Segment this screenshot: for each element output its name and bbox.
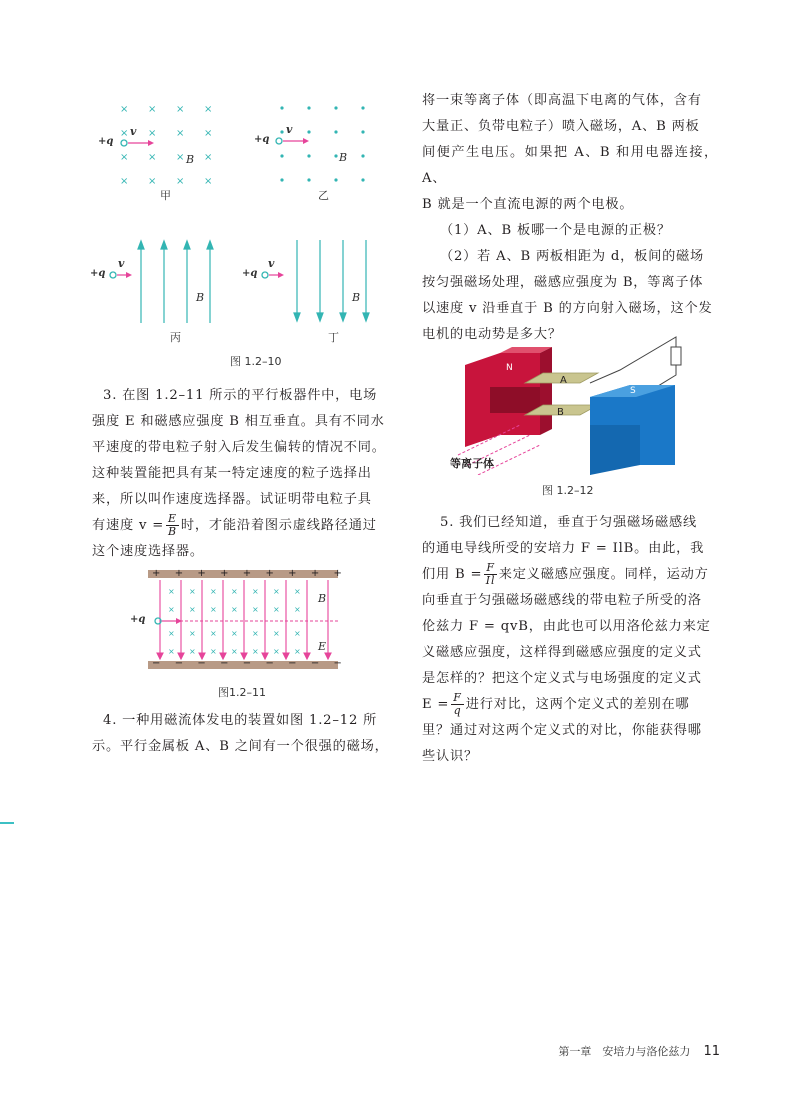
panel-ding-charge-label: +q bbox=[242, 268, 258, 279]
svg-text:×: × bbox=[210, 605, 217, 614]
q5-line-formula bbox=[422, 692, 718, 718]
q3-fraction-denominator: B bbox=[168, 525, 177, 538]
svg-text:×: × bbox=[294, 629, 301, 638]
question-3 bbox=[92, 383, 392, 565]
q5-fraction-1 bbox=[484, 562, 496, 587]
plus-sign: + bbox=[333, 568, 342, 579]
svg-text:×: × bbox=[204, 176, 213, 187]
panel-jia-velocity-label: v bbox=[130, 125, 137, 138]
svg-text:×: × bbox=[210, 647, 217, 656]
svg-text:×: × bbox=[273, 605, 280, 614]
q5-fraction-2 bbox=[451, 692, 463, 717]
q5-line-formula bbox=[422, 562, 718, 588]
plate-a-label: A bbox=[560, 375, 567, 386]
q4-line: 大量正、负带电粒子）喷入磁场，A、B 两板 bbox=[422, 119, 700, 134]
svg-text:×: × bbox=[252, 605, 259, 614]
q4-line: 间便产生电压。如果把 A、B 和用电器连接，A、 bbox=[422, 145, 718, 186]
svg-text:×: × bbox=[148, 152, 157, 163]
svg-text:×: × bbox=[120, 128, 129, 139]
svg-text:×: × bbox=[204, 104, 213, 115]
figure-1-2-11 bbox=[130, 570, 360, 705]
svg-text:×: × bbox=[252, 629, 259, 638]
page-footer bbox=[520, 1040, 720, 1059]
figure-1-2-10 bbox=[90, 95, 390, 370]
q3-line: 这个速度选择器。 bbox=[92, 544, 204, 559]
q4-sub-1: （1）A、B 板哪一个是电源的正极？ bbox=[440, 223, 671, 238]
q3-formula-suffix: 时，才能沿着图示虚线路径通过 bbox=[180, 518, 377, 533]
svg-text:×: × bbox=[148, 128, 157, 139]
panel-jia-field-label: B bbox=[186, 153, 195, 166]
fig11-b-label: B bbox=[318, 592, 327, 605]
svg-text:×: × bbox=[168, 605, 175, 614]
svg-text:×: × bbox=[176, 128, 185, 139]
svg-text:×: × bbox=[189, 587, 196, 596]
question-4-continued bbox=[422, 88, 718, 348]
q5-formula-2-suffix: 进行对比，这两个定义式的差别在哪 bbox=[465, 697, 690, 712]
svg-text:×: × bbox=[120, 104, 129, 115]
svg-text:×: × bbox=[294, 587, 301, 596]
figure-1-2-12-caption: 图 1.2–12 bbox=[542, 484, 594, 497]
page-number: 11 bbox=[703, 1044, 720, 1059]
fig11-minus-signs bbox=[152, 658, 342, 669]
minus-sign: − bbox=[310, 658, 320, 669]
panel-yi-field bbox=[280, 106, 364, 181]
svg-text:×: × bbox=[252, 587, 259, 596]
svg-text:×: × bbox=[168, 629, 175, 638]
fig11-plus-signs bbox=[152, 568, 342, 579]
plus-sign: + bbox=[265, 568, 274, 579]
q4-sub-2-line: 按匀强磁场处理，磁感应强度为 B，等离子体 bbox=[422, 275, 704, 290]
margin-marker bbox=[0, 822, 14, 824]
plus-sign: + bbox=[220, 568, 229, 579]
minus-sign: − bbox=[220, 658, 229, 669]
svg-text:×: × bbox=[189, 605, 196, 614]
minus-sign: − bbox=[333, 658, 342, 669]
minus-sign: − bbox=[174, 658, 184, 669]
figure-1-2-10-caption: 图 1.2–10 bbox=[230, 355, 282, 368]
panel-ding-field-label: B bbox=[352, 291, 361, 304]
magnet-s-label: S bbox=[630, 386, 636, 396]
q5-fraction-1-denominator: Il bbox=[485, 574, 496, 587]
svg-text:×: × bbox=[273, 629, 280, 638]
q3-fraction bbox=[166, 513, 179, 538]
plate-b-label: B bbox=[557, 407, 564, 418]
q4-line: 示。平行金属板 A、B 之间有一个很强的磁场， bbox=[92, 739, 389, 754]
svg-text:×: × bbox=[294, 605, 301, 614]
q4-sub-2-line: 以速度 v 沿垂直于 B 的方向射入磁场，这个发 bbox=[422, 301, 713, 316]
plus-sign: + bbox=[242, 568, 252, 579]
magnet-s bbox=[590, 385, 675, 475]
plus-sign: + bbox=[288, 568, 297, 579]
panel-yi-charge bbox=[276, 138, 309, 144]
svg-text:×: × bbox=[148, 176, 157, 187]
svg-text:×: × bbox=[148, 104, 157, 115]
panel-jia-field bbox=[120, 104, 212, 187]
svg-text:×: × bbox=[210, 629, 217, 638]
footer-chapter: 第一章 安培力与洛伦兹力 bbox=[558, 1045, 691, 1058]
q3-line: 这种装置能把具有某一特定速度的粒子选择出 bbox=[92, 466, 372, 481]
svg-text:×: × bbox=[189, 629, 196, 638]
q5-line: 里？通过对这两个定义式的对比，你能获得哪 bbox=[422, 723, 702, 738]
svg-text:×: × bbox=[231, 629, 238, 638]
q5-formula-1-suffix: 来定义磁感应强度。同样，运动方 bbox=[498, 567, 709, 582]
figure-1-2-11-svg bbox=[130, 570, 360, 670]
plus-sign: + bbox=[174, 568, 184, 579]
q4-line: B 就是一个直流电源的两个电极。 bbox=[422, 197, 634, 212]
figure-1-2-12 bbox=[440, 325, 700, 500]
svg-text:×: × bbox=[189, 647, 196, 656]
panel-yi-name: 乙 bbox=[318, 189, 329, 202]
figure-1-2-11-caption: 图1.2–11 bbox=[218, 686, 266, 699]
q5-line: 向垂直于匀强磁场磁感线的带电粒子所受的洛 bbox=[422, 593, 702, 608]
panel-ding-velocity-label: v bbox=[268, 257, 275, 270]
panel-yi-velocity-label: v bbox=[286, 123, 293, 136]
q5-line: 伦兹力 F = qvB，由此也可以用洛伦兹力来定 bbox=[422, 619, 711, 634]
svg-text:×: × bbox=[204, 128, 213, 139]
svg-text:×: × bbox=[120, 176, 129, 187]
svg-text:×: × bbox=[231, 647, 238, 656]
q3-fraction-numerator: E bbox=[168, 512, 177, 525]
q3-line: 平速度的带电粒子射入后发生偏转的情况不同。 bbox=[92, 440, 386, 455]
panel-bing-field-label: B bbox=[196, 291, 205, 304]
svg-text:×: × bbox=[294, 647, 301, 656]
panel-bing-charge bbox=[110, 272, 132, 278]
q4-sub-2-line: 电机的电动势是多大？ bbox=[422, 327, 562, 342]
svg-text:×: × bbox=[176, 104, 185, 115]
svg-text:×: × bbox=[176, 152, 185, 163]
magnet-n-label: N bbox=[506, 363, 513, 373]
plus-sign: + bbox=[197, 568, 206, 579]
panel-jia-charge bbox=[121, 140, 154, 146]
q3-formula-prefix: 有速度 v = bbox=[92, 518, 165, 533]
q3-line-formula bbox=[92, 513, 392, 539]
q5-fraction-2-numerator: F bbox=[453, 691, 462, 704]
q3-line: 强度 E 和磁感应强度 B 相互垂直。具有不同水 bbox=[92, 414, 385, 429]
q5-line: 些认识？ bbox=[422, 749, 478, 764]
minus-sign: − bbox=[288, 658, 297, 669]
q4-sub-2-line: （2）若 A、B 两板相距为 d，板间的磁场 bbox=[440, 249, 705, 264]
minus-sign: − bbox=[265, 658, 274, 669]
svg-text:×: × bbox=[168, 587, 175, 596]
question-4-start bbox=[92, 708, 392, 760]
fig11-e-label: E bbox=[318, 640, 327, 653]
panel-bing-field bbox=[138, 241, 213, 323]
panel-ding-field bbox=[294, 240, 369, 321]
q5-line: 义磁感应强度，这样得到磁感应强度的定义式 bbox=[422, 645, 702, 660]
svg-text:×: × bbox=[168, 647, 175, 656]
plus-sign: + bbox=[152, 568, 161, 579]
minus-sign: − bbox=[152, 658, 161, 669]
panel-bing-velocity-label: v bbox=[118, 257, 125, 270]
q5-fraction-1-numerator: F bbox=[486, 561, 495, 574]
panel-yi-field-label: B bbox=[339, 151, 348, 164]
q3-line: 3. 在图 1.2–11 所示的平行板器件中，电场 bbox=[103, 388, 378, 403]
q5-formula-2-prefix: E = bbox=[422, 697, 450, 712]
svg-text:×: × bbox=[273, 587, 280, 596]
panel-yi-charge-label: +q bbox=[254, 134, 270, 145]
q5-line: 的通电导线所受的安培力 F = IlB。由此，我 bbox=[422, 541, 705, 556]
svg-text:×: × bbox=[273, 647, 280, 656]
minus-sign: − bbox=[197, 658, 206, 669]
svg-text:×: × bbox=[204, 152, 213, 163]
panel-jia-charge-label: +q bbox=[98, 136, 114, 147]
panel-jia-name: 甲 bbox=[160, 189, 171, 202]
svg-text:×: × bbox=[231, 605, 238, 614]
panel-ding-name: 丁 bbox=[328, 331, 339, 344]
figure-1-2-12-svg bbox=[440, 325, 700, 475]
svg-text:×: × bbox=[210, 587, 217, 596]
minus-sign: − bbox=[242, 658, 252, 669]
q5-line: 是怎样的？把这个定义式与电场强度的定义式 bbox=[422, 671, 702, 686]
svg-text:×: × bbox=[252, 647, 259, 656]
plasma-label: 等离子体 bbox=[450, 457, 494, 470]
q3-line: 来，所以叫作速度选择器。试证明带电粒子具 bbox=[92, 492, 372, 507]
fig11-charge-label: +q bbox=[130, 614, 146, 625]
svg-text:×: × bbox=[120, 152, 129, 163]
panel-ding-charge bbox=[262, 272, 284, 278]
q5-formula-1-prefix: 们用 B = bbox=[422, 567, 483, 582]
q5-line: 5. 我们已经知道，垂直于匀强磁场磁感线 bbox=[440, 515, 697, 530]
question-5 bbox=[422, 510, 718, 770]
q5-fraction-2-denominator: q bbox=[453, 704, 462, 717]
q4-line: 将一束等离子体（即高温下电离的气体，含有 bbox=[422, 93, 702, 108]
panel-bing-charge-label: +q bbox=[90, 268, 106, 279]
svg-text:×: × bbox=[176, 176, 185, 187]
plus-sign: + bbox=[310, 568, 320, 579]
magnet-n bbox=[465, 347, 552, 447]
svg-text:×: × bbox=[231, 587, 238, 596]
q4-line: 4. 一种用磁流体发电的装置如图 1.2–12 所 bbox=[103, 713, 378, 728]
panel-bing-name: 丙 bbox=[170, 331, 181, 344]
